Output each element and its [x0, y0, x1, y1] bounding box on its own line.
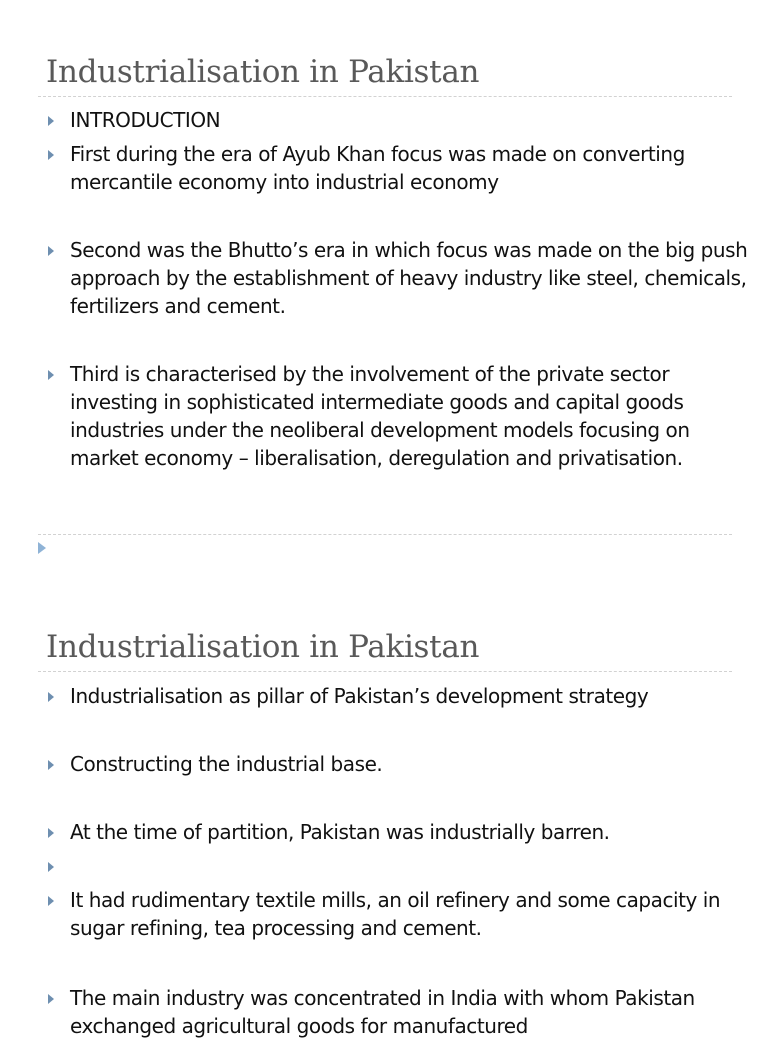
- triangle-bullet-icon: [48, 692, 54, 702]
- bullet-text: Industrialisation as pillar of Pakistan’s development strategy: [70, 684, 649, 708]
- slide-title: Industrialisation in Pakistan: [46, 54, 480, 90]
- bullet-text: First during the era of Ayub Khan focus was made on converting mercantile economy into industrial economy: [70, 142, 685, 194]
- triangle-bullet-icon: [48, 828, 54, 838]
- triangle-bullet-icon: [48, 896, 54, 906]
- triangle-bullet-icon: [48, 994, 54, 1004]
- bullet-text: It had rudimentary textile mills, an oil refinery and some capacity in sugar refining, tea processing and cement.: [70, 888, 721, 940]
- bullet-text: At the time of partition, Pakistan was industrially barren.: [70, 820, 610, 844]
- bullet-text: The main industry was concentrated in India with whom Pakistan exchanged agricultural goods for manufactured: [70, 986, 695, 1038]
- title-divider: [38, 671, 732, 672]
- slide-title: Industrialisation in Pakistan: [46, 629, 480, 665]
- bullet-text: Third is characterised by the involvement of the private sector investing in sophisticated intermediate goods and capital goods industries under the neoliberal development models focusing on market economy – liberalisation, deregulation and privatisation.: [70, 362, 690, 470]
- triangle-bullet-icon: [48, 862, 54, 872]
- triangle-bullet-icon: [48, 760, 54, 770]
- bullet-text: Second was the Bhutto’s era in which focus was made on the big push approach by the establishment of heavy industry like steel, chemicals, fertilizers and cement.: [70, 238, 748, 318]
- bullet-text: INTRODUCTION: [70, 108, 221, 132]
- bullet-text: Constructing the industrial base.: [70, 752, 383, 776]
